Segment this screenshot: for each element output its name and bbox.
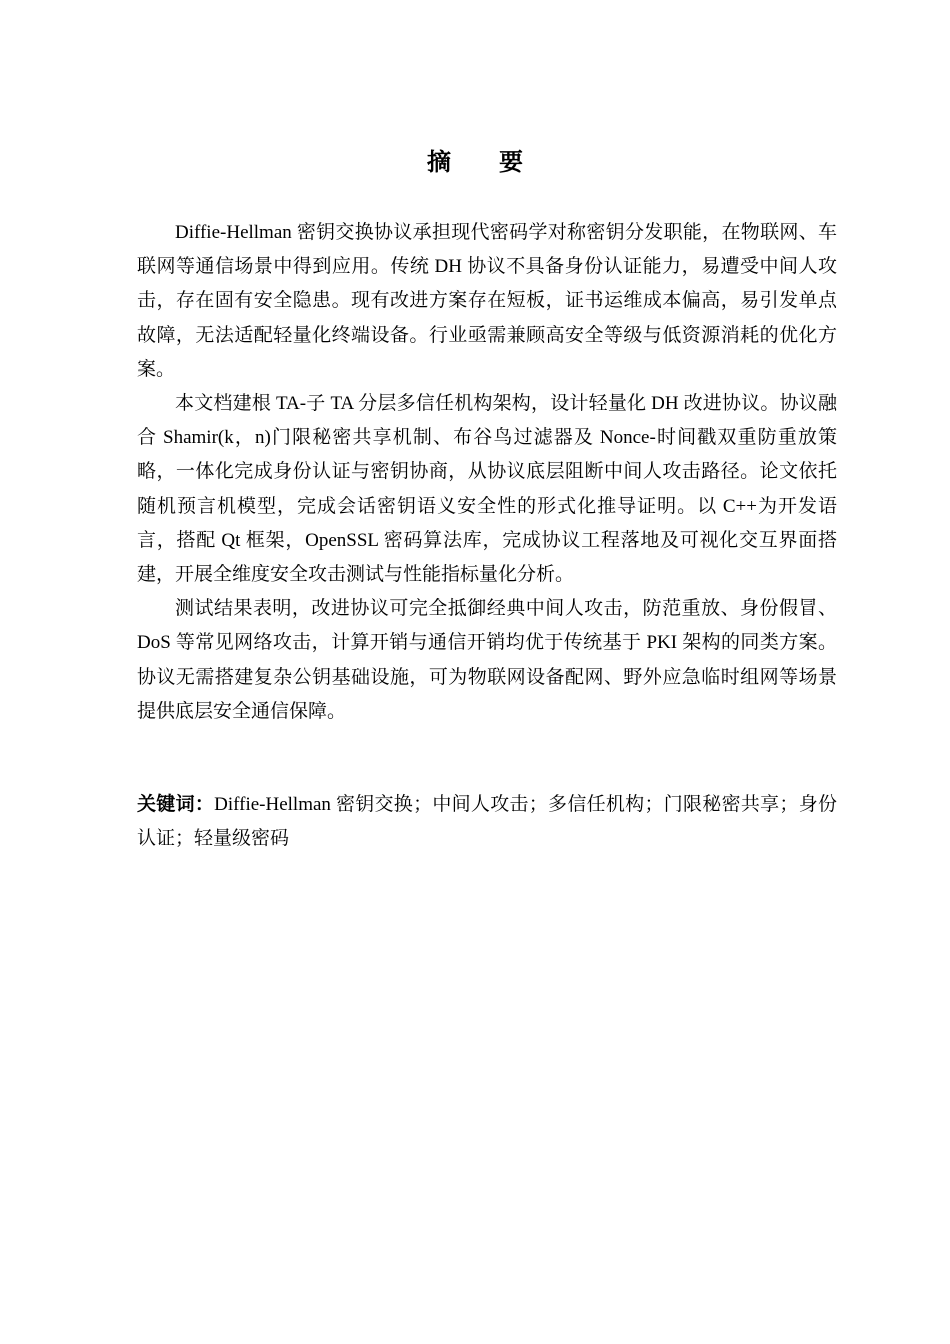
abstract-title-char-1: 摘 — [427, 150, 451, 176]
keywords-text: Diffie-Hellman 密钥交换；中间人攻击；多信任机构；门限秘密共享；身份认证；轻量级密码 — [137, 794, 837, 850]
abstract-title-char-2: 要 — [499, 150, 523, 176]
keywords-block — [137, 788, 837, 856]
abstract-body — [137, 216, 837, 729]
abstract-paragraph-3: 测试结果表明，改进协议可完全抵御经典中间人攻击，防范重放、身份假冒、DoS 等常见网络攻击，计算开销与通信开销均优于传统基于 PKI 架构的同类方案。协议无需搭建复杂公钥基础设施，可为物联网设备配网、野外应急临时组网等场景提供底层安全通信保障。 — [137, 598, 837, 722]
keywords-label: 关键词： — [137, 794, 215, 815]
abstract-paragraph-1: Diffie-Hellman 密钥交换协议承担现代密码学对称密钥分发职能，在物联网、车联网等通信场景中得到应用。传统 DH 协议不具备身份认证能力，易遭受中间人攻击，存在固有安全隐患。现有改进方案存在短板，证书运维成本偏高，易引发单点故障，无法适配轻量化终端设备。行业亟需兼顾高安全等级与低资源消耗的优化方案。 — [137, 222, 837, 380]
abstract-title — [0, 146, 950, 180]
abstract-paragraph-2: 本文档建根 TA-子 TA 分层多信任机构架构，设计轻量化 DH 改进协议。协议融合 Shamir(k，n)门限秘密共享机制、布谷鸟过滤器及 Nonce-时间戳双重防重放策略，一体化完成身份认证与密钥协商，从协议底层阻断中间人攻击路径。论文依托随机预言机模型，完成会话密钥语义安全性的形式化推导证明。以 C++为开发语言，搭配 Qt 框架，OpenSSL 密码算法库，完成协议工程落地及可视化交互界面搭建，开展全维度安全攻击测试与性能指标量化分析。 — [137, 393, 837, 586]
